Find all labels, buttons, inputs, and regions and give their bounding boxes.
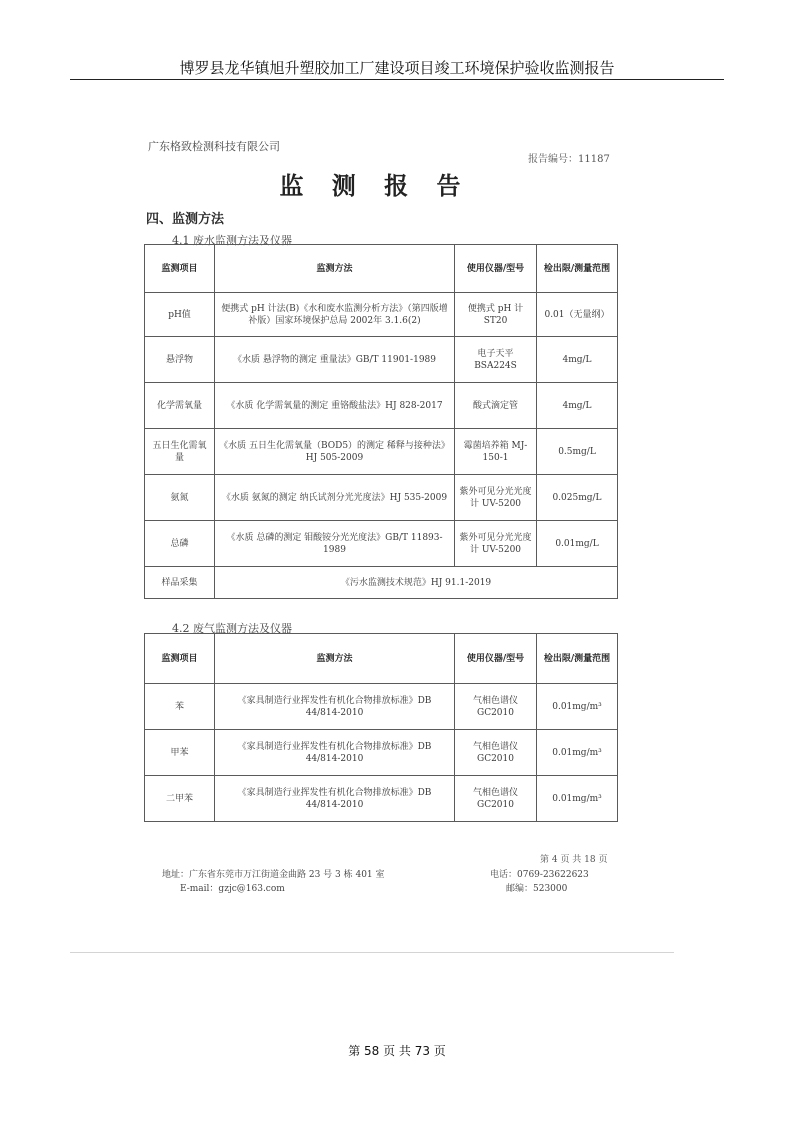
table-cell: 0.01mg/m³ bbox=[537, 684, 618, 730]
table-cell: 酸式滴定管 bbox=[455, 383, 537, 429]
column-header: 使用仪器/型号 bbox=[455, 245, 537, 293]
company-email: E-mail：gzjc@163.com bbox=[180, 884, 285, 894]
document-header-title: 博罗县龙华镇旭升塑胶加工厂建设项目竣工环境保护验收监测报告 bbox=[179, 59, 615, 77]
table-row bbox=[145, 337, 618, 383]
table-cell: 化学需氧量 bbox=[145, 383, 215, 429]
table-cell: 二甲苯 bbox=[145, 776, 215, 822]
table-cell: 甲苯 bbox=[145, 730, 215, 776]
table-cell: pH值 bbox=[145, 293, 215, 337]
column-header: 检出限/测量范围 bbox=[537, 634, 618, 684]
table-cell: 氨氮 bbox=[145, 475, 215, 521]
header-divider bbox=[70, 79, 724, 80]
report-number: 报告编号：11187 bbox=[528, 154, 610, 165]
table-cell: 《水质 氨氮的测定 纳氏试剂分光光度法》HJ 535-2009 bbox=[215, 475, 455, 521]
air-methods-table bbox=[144, 633, 618, 822]
table-row bbox=[145, 383, 618, 429]
column-header: 监测方法 bbox=[215, 245, 455, 293]
table-cell: 紫外可见分光光度计 UV-5200 bbox=[455, 475, 537, 521]
table-cell: 气相色谱仪 GC2010 bbox=[455, 730, 537, 776]
table-row bbox=[145, 475, 618, 521]
table-cell: 霉菌培养箱 MJ-150-1 bbox=[455, 429, 537, 475]
table-header-row bbox=[145, 245, 618, 293]
page-number: 第 58 页 共 73 页 bbox=[348, 1044, 446, 1058]
column-header: 监测方法 bbox=[215, 634, 455, 684]
company-phone: 电话：0769-23622623 bbox=[490, 870, 589, 880]
table-row bbox=[145, 776, 618, 822]
table-row bbox=[145, 684, 618, 730]
table-row bbox=[145, 567, 618, 599]
table-cell: 《家具制造行业挥发性有机化合物排放标准》DB 44/814-2010 bbox=[215, 730, 455, 776]
table-cell: 4mg/L bbox=[537, 337, 618, 383]
table-row bbox=[145, 521, 618, 567]
table-cell: 0.01mg/m³ bbox=[537, 776, 618, 822]
section-title: 四、监测方法 bbox=[146, 212, 225, 227]
table-cell: 悬浮物 bbox=[145, 337, 215, 383]
table-cell: 《水质 总磷的测定 钼酸铵分光光度法》GB/T 11893-1989 bbox=[215, 521, 455, 567]
company-address: 地址：广东省东莞市万江街道金曲路 23 号 3 栋 401 室 bbox=[162, 870, 385, 880]
table-row bbox=[145, 730, 618, 776]
company-name: 广东格致检测科技有限公司 bbox=[148, 140, 280, 153]
table-cell: 0.01mg/L bbox=[537, 521, 618, 567]
water-methods-table bbox=[144, 244, 618, 599]
table-cell: 4mg/L bbox=[537, 383, 618, 429]
column-header: 检出限/测量范围 bbox=[537, 245, 618, 293]
table-cell: 《水质 五日生化需氧量（BOD5）的测定 稀释与接种法》HJ 505-2009 bbox=[215, 429, 455, 475]
table-cell: 便携式 pH 计法(B)《水和废水监测分析方法》（第四版增补版）国家环境保护总局 2002年 3.1.6(2) bbox=[215, 293, 455, 337]
column-header: 使用仪器/型号 bbox=[455, 634, 537, 684]
table-cell: 《水质 化学需氧量的测定 重铬酸盐法》HJ 828-2017 bbox=[215, 383, 455, 429]
scan-page-count: 第 4 页 共 18 页 bbox=[540, 855, 608, 865]
table-row bbox=[145, 429, 618, 475]
table-header-row bbox=[145, 634, 618, 684]
table-cell: 《水质 悬浮物的测定 重量法》GB/T 11901-1989 bbox=[215, 337, 455, 383]
table-cell: 《污水监测技术规范》HJ 91.1-2019 bbox=[215, 567, 618, 599]
table-cell: 0.01mg/m³ bbox=[537, 730, 618, 776]
column-header: 监测项目 bbox=[145, 245, 215, 293]
scan-bottom-divider bbox=[70, 952, 674, 953]
column-header: 监测项目 bbox=[145, 634, 215, 684]
table-cell: 五日生化需氧量 bbox=[145, 429, 215, 475]
table-cell: 便携式 pH 计 ST20 bbox=[455, 293, 537, 337]
table-cell: 《家具制造行业挥发性有机化合物排放标准》DB 44/814-2010 bbox=[215, 684, 455, 730]
table-cell: 苯 bbox=[145, 684, 215, 730]
table-cell: 0.025mg/L bbox=[537, 475, 618, 521]
table-cell: 气相色谱仪 GC2010 bbox=[455, 684, 537, 730]
table-row bbox=[145, 293, 618, 337]
table-cell: 气相色谱仪 GC2010 bbox=[455, 776, 537, 822]
air-subtitle: 4.2 废气监测方法及仪器 bbox=[172, 622, 292, 635]
table-cell: 0.01（无量纲） bbox=[537, 293, 618, 337]
table-cell: 《家具制造行业挥发性有机化合物排放标准》DB 44/814-2010 bbox=[215, 776, 455, 822]
table-cell: 0.5mg/L bbox=[537, 429, 618, 475]
table-cell: 紫外可见分光光度计 UV-5200 bbox=[455, 521, 537, 567]
water-subtitle: 4.1 废水监测方法及仪器 bbox=[172, 234, 292, 247]
report-title: 监 测 报 告 bbox=[279, 171, 471, 200]
table-cell: 总磷 bbox=[145, 521, 215, 567]
company-postcode: 邮编：523000 bbox=[506, 884, 568, 894]
scanned-report-page bbox=[140, 130, 630, 894]
table-cell: 电子天平 BSA224S bbox=[455, 337, 537, 383]
table-cell: 样品采集 bbox=[145, 567, 215, 599]
